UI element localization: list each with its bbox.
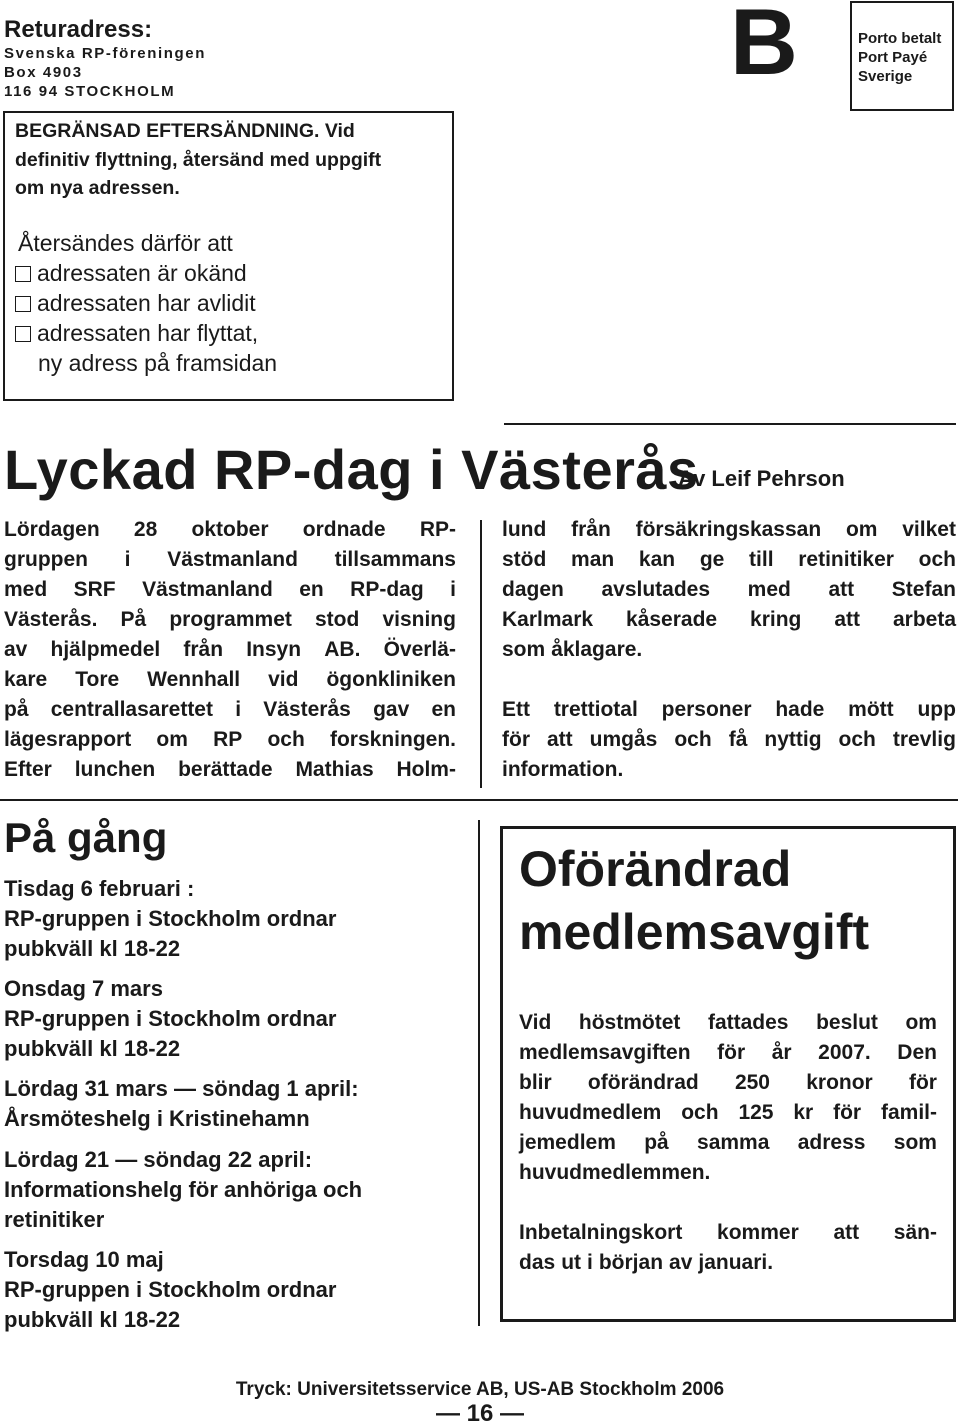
event-date: Lördag 21 — söndag 22 april: — [4, 1147, 313, 1172]
word: programmet — [169, 608, 292, 631]
word: på — [644, 1131, 669, 1154]
word: Vid — [519, 1011, 552, 1034]
word: av — [4, 638, 28, 661]
word: för — [833, 1101, 862, 1124]
word: början — [598, 1251, 664, 1274]
word: som — [502, 638, 546, 661]
article-column-right — [502, 515, 956, 785]
return-option — [15, 258, 247, 288]
word: mött — [848, 698, 894, 721]
word: kåserade — [626, 608, 718, 631]
return-option — [15, 318, 258, 348]
event-line: RP-gruppen i Stockholm ordnar — [4, 906, 337, 931]
word: 2007. — [818, 1041, 871, 1064]
article-column-left — [4, 515, 456, 785]
event-line: RP-gruppen i Stockholm ordnar — [4, 1006, 337, 1031]
word: höstmötet — [578, 1011, 681, 1034]
word: kare — [4, 668, 48, 691]
word: RP-dag — [350, 578, 424, 601]
word: ut — [561, 1251, 582, 1274]
event-line: pubkväll kl 18-22 — [4, 936, 181, 961]
word: medlemsavgiften — [519, 1041, 691, 1064]
event-line: RP-gruppen i Stockholm ordnar — [4, 1277, 337, 1302]
word: Den — [897, 1041, 937, 1064]
word: på — [4, 698, 29, 721]
word: man — [571, 548, 615, 571]
page-number: — 16 — — [435, 1400, 525, 1427]
return-reason-heading: Återsändes därför att — [18, 230, 233, 256]
word: beslut — [816, 1011, 878, 1034]
word: att — [834, 608, 861, 631]
word: jemedlem — [519, 1131, 616, 1154]
word: kommer — [717, 1221, 799, 1244]
word: vid — [268, 668, 299, 691]
word: 28 — [133, 518, 158, 541]
porto-paid-box — [850, 1, 954, 111]
word: att — [828, 578, 855, 601]
article-line — [502, 545, 956, 575]
word: från — [571, 518, 611, 541]
fee-title — [519, 838, 869, 964]
word: avslutades — [601, 578, 711, 601]
fee-title-line: Oförändrad — [519, 841, 792, 897]
word: tillsammans — [334, 548, 456, 571]
restriction-line: definitiv flyttning, återsänd med uppgift — [15, 149, 382, 171]
word: Wennhall — [147, 668, 241, 691]
word: upp — [917, 698, 956, 721]
word: till — [749, 548, 774, 571]
word: för — [502, 728, 530, 751]
return-option-label: adressaten har avlidit — [37, 290, 256, 316]
word: fattades — [707, 1011, 789, 1034]
word: i — [587, 1251, 593, 1274]
word: adress — [797, 1131, 866, 1154]
porto-line: Port Payé — [858, 49, 928, 66]
event-date: Lördag 31 mars — söndag 1 april: — [4, 1076, 359, 1101]
word: centrallasarettet — [50, 698, 213, 721]
article-line — [502, 725, 956, 755]
word: Västmanland — [142, 578, 273, 601]
event-date: Tisdag 6 februari : — [4, 876, 195, 901]
word: gruppen — [4, 548, 88, 571]
event-line: pubkväll kl 18-22 — [4, 1036, 181, 1061]
fee-line — [519, 1188, 937, 1218]
fee-line — [519, 1038, 937, 1068]
word: och — [838, 728, 876, 751]
word: Västerås. — [4, 608, 98, 631]
article-line — [502, 665, 956, 695]
word: Efter — [4, 758, 52, 781]
article-line — [4, 635, 456, 665]
word: arbeta — [892, 608, 956, 631]
word: RP — [213, 728, 243, 751]
article-line — [4, 665, 456, 695]
word: ordnade — [302, 518, 386, 541]
event-line: Årsmöteshelg i Kristinehamn — [4, 1106, 310, 1131]
article-line — [502, 755, 956, 785]
article-line — [4, 605, 456, 635]
word: lägesrapport — [4, 728, 132, 751]
word: blir — [519, 1071, 552, 1094]
fee-line — [519, 1158, 937, 1188]
word: med — [747, 578, 791, 601]
return-address-org: Svenska RP-föreningen — [4, 45, 206, 62]
word: lunchen — [74, 758, 156, 781]
article-line — [4, 725, 456, 755]
word: hade — [775, 698, 825, 721]
headline-rule — [504, 423, 956, 425]
checkbox-unknown[interactable] — [15, 266, 31, 282]
word: information. — [502, 758, 624, 781]
checkbox-moved[interactable] — [15, 326, 31, 342]
word: Överlä- — [383, 638, 456, 661]
restriction-line: om nya adressen. — [15, 177, 180, 199]
word: gav — [373, 698, 410, 721]
porto-line: Sverige — [858, 68, 913, 85]
word: av — [669, 1251, 693, 1274]
word: På — [120, 608, 147, 631]
event-date: Torsdag 10 maj — [4, 1247, 164, 1272]
word: Mathias — [295, 758, 374, 781]
article-line — [4, 755, 456, 785]
word: Holm- — [396, 758, 456, 781]
word: och — [674, 728, 712, 751]
print-info: Tryck: Universitetsservice AB, US-AB Stockholm 2006 — [235, 1379, 725, 1400]
fee-title-line: medlemsavgift — [519, 904, 870, 960]
word: i — [124, 548, 131, 571]
return-option — [15, 288, 256, 318]
word: stöd — [502, 548, 547, 571]
word: vilket — [902, 518, 956, 541]
fee-line — [519, 1218, 937, 1248]
word: en — [431, 698, 456, 721]
word: kr — [793, 1101, 814, 1124]
word: för — [717, 1041, 746, 1064]
word: att — [547, 728, 573, 751]
article-byline: Av Leif Pehrson — [678, 466, 845, 491]
word: om — [845, 518, 878, 541]
fee-line — [519, 1098, 937, 1128]
fee-line — [519, 1068, 937, 1098]
word: Ett — [502, 698, 530, 721]
word: om — [905, 1011, 937, 1034]
word: om — [156, 728, 188, 751]
word: med — [4, 578, 48, 601]
word: Karlmark — [502, 608, 594, 631]
article-line — [4, 515, 456, 545]
word: Västmanland — [167, 548, 298, 571]
word: ögonkliniken — [326, 668, 456, 691]
postal-class-mark: B — [730, 0, 798, 94]
event-line: Informationshelg för anhöriga och — [4, 1177, 363, 1202]
return-option-label: adressaten har flyttat, — [37, 320, 259, 346]
return-address-box: Box 4903 — [4, 64, 83, 81]
word: och — [681, 1101, 719, 1124]
article-line — [502, 635, 956, 665]
return-address-title: Returadress: — [4, 16, 153, 43]
word: huvudmedlem — [519, 1101, 662, 1124]
word: kring — [750, 608, 802, 631]
word: umgås — [589, 728, 658, 751]
article-title: Lyckad RP-dag i Västerås — [4, 438, 699, 501]
column-divider — [480, 520, 482, 788]
word: personer — [661, 698, 752, 721]
return-option-continuation: ny adress på framsidan — [38, 350, 278, 376]
porto-line: Porto betalt — [858, 30, 942, 47]
return-address-city: 116 94 STOCKHOLM — [4, 83, 176, 100]
word: RP- — [419, 518, 456, 541]
event-line: retinitiker — [4, 1207, 105, 1232]
word: 125 — [738, 1101, 774, 1124]
fee-line — [519, 1248, 937, 1278]
word: huvudmedlemmen. — [519, 1161, 711, 1184]
word: forskningen. — [329, 728, 456, 751]
word: att — [833, 1221, 860, 1244]
word: Västerås — [263, 698, 351, 721]
article-line — [502, 575, 956, 605]
word: januari. — [698, 1251, 774, 1274]
word: sän- — [893, 1221, 937, 1244]
word: år — [771, 1041, 792, 1064]
word: nyttig — [764, 728, 822, 751]
word: trevlig — [892, 728, 956, 751]
word: i — [235, 698, 242, 721]
fee-line — [519, 1128, 937, 1158]
word: kan — [638, 548, 676, 571]
word: Inbetalningskort — [519, 1221, 683, 1244]
word: åklagare. — [551, 638, 643, 661]
word: 250 — [734, 1071, 770, 1094]
word: Insyn — [246, 638, 302, 661]
word: oktober — [191, 518, 269, 541]
word: försäkringskassan — [635, 518, 822, 541]
word: få — [728, 728, 748, 751]
article-line — [4, 545, 456, 575]
article-line — [4, 575, 456, 605]
word: hjälpmedel — [50, 638, 161, 661]
word: Tore — [75, 668, 120, 691]
article-line — [502, 515, 956, 545]
word: oförändrad — [587, 1071, 699, 1094]
word: i — [450, 578, 456, 601]
word: som — [893, 1131, 937, 1154]
word: visning — [382, 608, 456, 631]
word: ge — [699, 548, 725, 571]
word: SRF — [73, 578, 116, 601]
article-line — [502, 695, 956, 725]
article-line — [502, 605, 956, 635]
word: lund — [502, 518, 547, 541]
word: das — [519, 1251, 556, 1274]
fee-body — [519, 1008, 937, 1278]
word: kronor — [806, 1071, 873, 1094]
word: Stefan — [891, 578, 956, 601]
word: retinitiker — [798, 548, 894, 571]
word: dagen — [502, 578, 564, 601]
word: från — [183, 638, 224, 661]
section-rule — [0, 799, 958, 801]
word: berättade — [178, 758, 273, 781]
restriction-line: BEGRÄNSAD EFTERSÄNDNING. Vid — [15, 120, 355, 142]
word: famil- — [880, 1101, 937, 1124]
column-divider — [478, 820, 480, 1326]
checkbox-deceased[interactable] — [15, 296, 31, 312]
article-line — [4, 695, 456, 725]
word: samma — [697, 1131, 770, 1154]
word: stod — [315, 608, 360, 631]
word: för — [908, 1071, 937, 1094]
events-title: På gång — [4, 814, 168, 861]
word: en — [299, 578, 324, 601]
word: och — [918, 548, 956, 571]
word: trettiotal — [553, 698, 638, 721]
word: och — [267, 728, 305, 751]
return-option-label: adressaten är okänd — [37, 260, 247, 286]
fee-line — [519, 1008, 937, 1038]
word: Lördagen — [4, 518, 100, 541]
event-line: pubkväll kl 18-22 — [4, 1307, 181, 1332]
event-date: Onsdag 7 mars — [4, 976, 163, 1001]
word: AB. — [324, 638, 361, 661]
